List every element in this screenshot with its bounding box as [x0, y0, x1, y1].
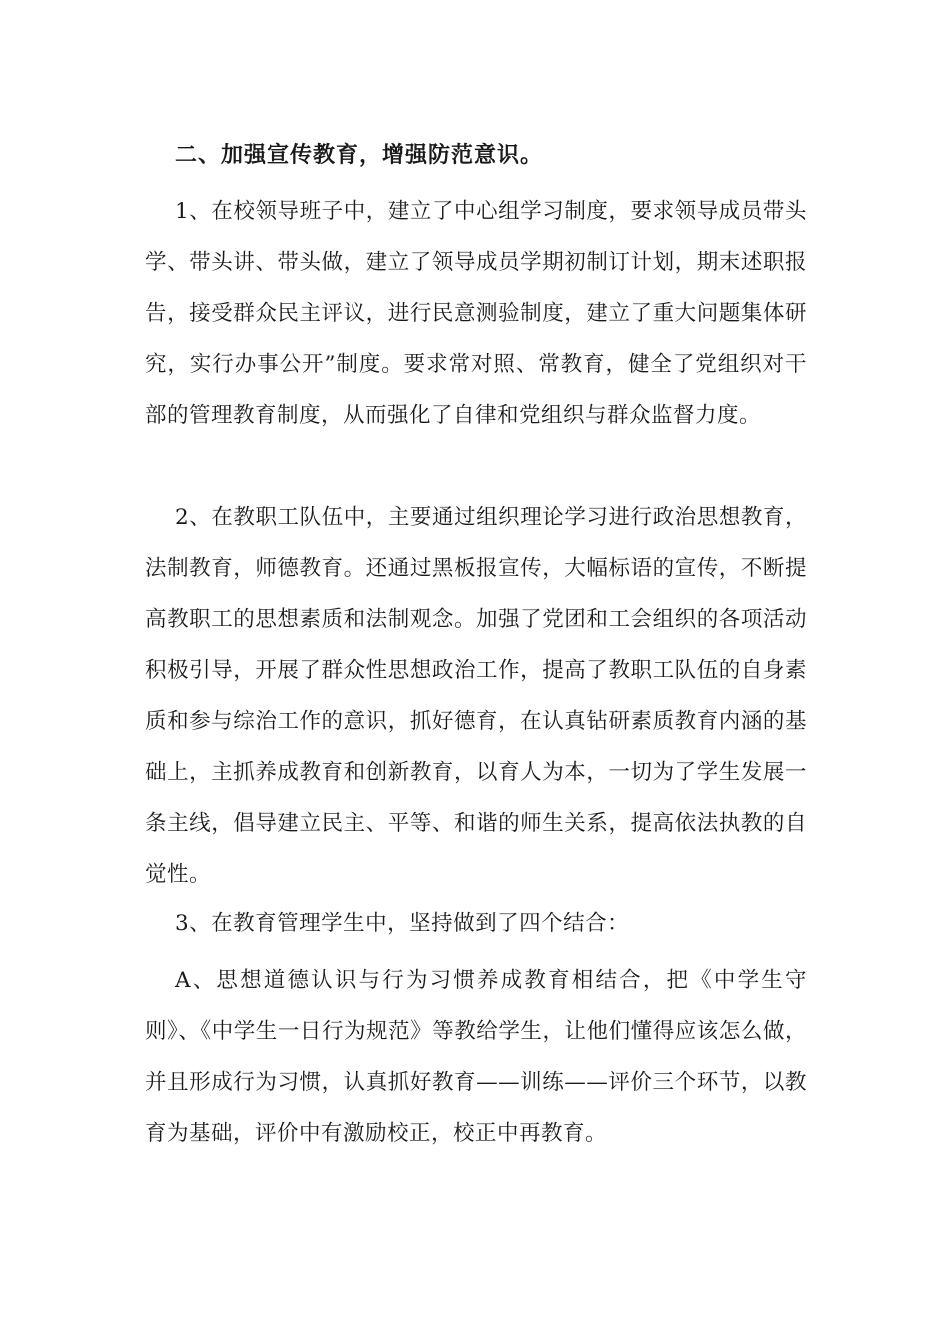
paragraph-2: 2、在教职工队伍中，主要通过组织理论学习进行政治思想教育，法制教育，师德教育。还通过黑板报宣传，大幅标语的宣传，不断提高教职工的思想素质和法制观念。加强了党团和工会组织的各项活动积极引导，开展了群众性思想政治工作，提高了教职工队伍的自身素质和参与综治工作的意识，抓好德育，在认真钻研素质教育内涵的基础上，主抓养成教育和创新教育，以育人为本，一切为了学生发展一条主线，倡导建立民主、平等、和谐的师生关系，提高依法执教的自觉性。	[145, 505, 807, 887]
paragraph-3: 3、在教育管理学生中，坚持做到了四个结合：	[175, 911, 630, 936]
paragraph-1: 1、在校领导班子中，建立了中心组学习制度，要求领导成员带头学、带头讲、带头做，建立了领导成员学期初制订计划，期末述职报告，接受群众民主评议，进行民意测验制度，建立了重大问题集体研究，实行办事公开”制度。要求常对照、常教育，健全了党组织对干部的管理教育制度，从而强化了自律和党组织与群众监督力度。	[145, 199, 807, 428]
section-heading: 二、加强宣传教育，增强防范意识。	[175, 142, 544, 168]
paragraph-4: A、思想道德认识与行为习惯养成教育相结合，把《中学生守则》、《中学生一日行为规范》等教给学生，让他们懂得应该怎么做，并且形成行为习惯，认真抓好教育——训练——评价三个环节，以教育为基础，评价中有激励校正，校正中再教育。	[145, 968, 807, 1146]
